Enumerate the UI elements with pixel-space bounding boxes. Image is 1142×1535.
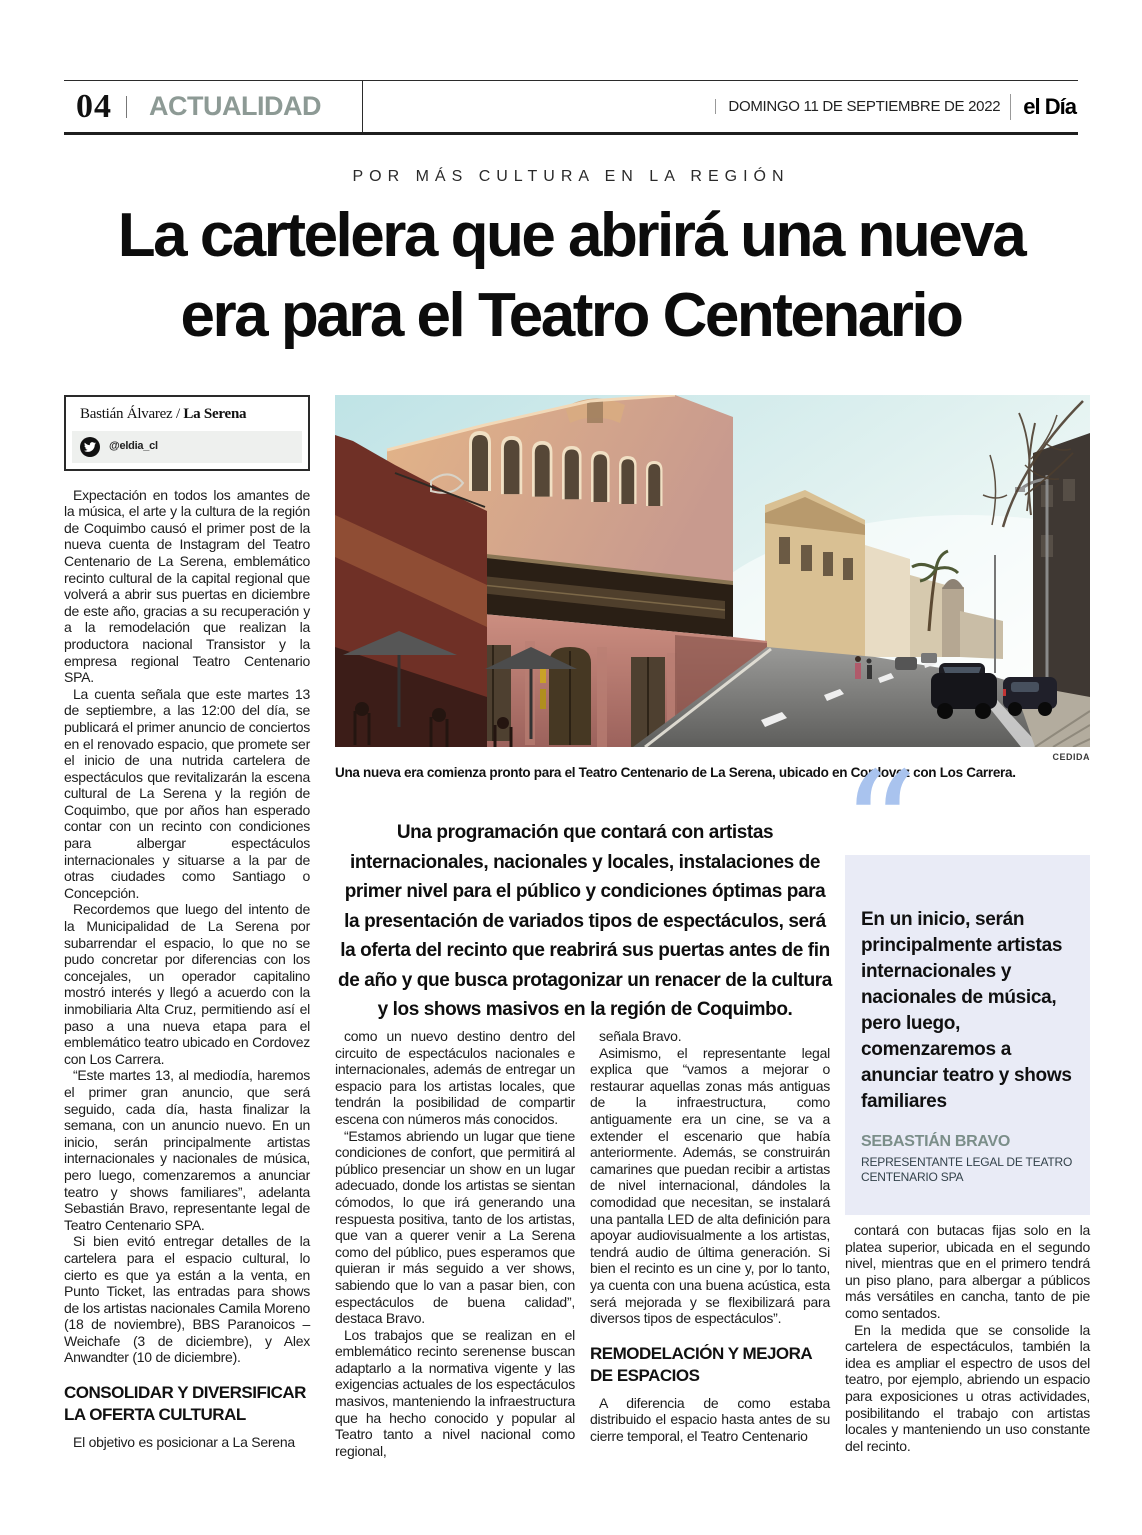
header-section-block <box>64 81 363 132</box>
body-paragraph: señala Bravo. <box>599 1028 682 1044</box>
body-paragraph: A diferencia de como estaba distribuido el espacio hasta antes de su cierre temporal, el Teatro Centenario <box>590 1394 830 1444</box>
article-column-3 <box>590 1028 830 1444</box>
headline-line-1: La cartelera que abrirá una nueva <box>117 201 1025 270</box>
header-separator <box>126 96 127 118</box>
kicker: POR MÁS CULTURA EN LA REGIÓN <box>352 168 790 185</box>
byline <box>66 397 308 431</box>
body-paragraph: Los trabajos que se realizan en el emblemático recinto serenense buscan adaptarlo a la normativa vigente y las exigencias actuales de los espectáculos masivos, manteniendo la infraestructura que ha hecho conocido y popular al Teatro tanto a nivel nacional como regional, <box>335 1326 575 1459</box>
article-column-1 <box>64 395 310 1451</box>
body-paragraph: “Este martes 13, al mediodía, haremos el primer gran anuncio, que será seguido, cada día, hasta finalizar la semana, con un anuncio nuevo. En un inicio, serán principalmente artistas internacionales y nacionales de música, pero luego, comenzaremos a anunciar teatro y shows familiares”, adelanta Sebastián Bravo, representante legal de Teatro Centenario SPA. <box>64 1067 310 1233</box>
quote-mark-icon: “ <box>841 753 918 883</box>
edition-date: DOMINGO 11 DE SEPTIEMBRE DE 2022 <box>715 99 1000 114</box>
pull-quote-attribution: SEBASTIÁN BRAVO <box>861 1133 1010 1150</box>
body-paragraph: La cuenta señala que este martes 13 de septiembre, a las 12:00 del día, se publicará el primer anuncio de conciertos en el renovado espacio, que promete ser el inicio de una nutrida cartelera de espectáculos que revitalizarán la escena cultural de La Serena y la región de Coquimbo, que por años han esperado contar con un recinto con condiciones para albergar espectáculos internacionales y situarse a la par de otras ciudades como Santiago o Concepción. <box>64 685 310 901</box>
body-paragraph: Recordemos que luego del intento de la Municipalidad de La Serena por subarrendar el espacio, lo que no se pudo concretar por diferencias con los concejales, un operador capitalino mostró interés y llegó a acuerdo con la inmobiliaria Alta Cruz, permitiendo así el paso a una nueva etapa para el emblemático teatro ubicado en Cordovez con Los Carrera. <box>64 901 310 1067</box>
article-photo <box>335 395 1090 747</box>
page-number: 04 <box>76 87 112 125</box>
byline-social-row <box>72 431 302 463</box>
body-paragraph: Si bien evitó entregar detalles de la cartelera para el espacio cultural, lo cierto es que ya están a la venta, en Punto Ticket, las entradas para shows de los artistas nacionales Camila Moreno (18 de noviembre), BBS Paranoicos – Weichafe (3 de diciembre), y Alex Anwandter (10 de diciembre). <box>64 1233 311 1366</box>
body-paragraph: contará con butacas fijas solo en la platea superior, ubicada en el segundo nivel, mientras que en el primero tendrá un piso plano, para albergar a públicos más versátiles en cancha, tanto de pie como sentados. <box>845 1222 1090 1321</box>
photo-caption: Una nueva era comienza pronto para el Teatro Centenario de La Serena, ubicado en Cordovez con Los Carrera. <box>335 765 1016 780</box>
header-bottom-rule <box>64 132 1078 135</box>
twitter-icon <box>80 437 100 457</box>
byline-twitter-handle: @eldia_cl <box>109 440 158 453</box>
byline-author: Bastián Álvarez / <box>80 406 180 422</box>
headline <box>0 196 1142 356</box>
body-paragraph: El objetivo es posicionar a La Serena <box>73 1434 295 1451</box>
section-title: ACTUALIDAD <box>149 91 321 121</box>
body-paragraph: como un nuevo destino dentro del circuito de espectáculos nacionales e internacionales, además de entregar un espacio para los artistas locales, que tendrán la posibilidad de compartir escena con números más conocidos. <box>335 1028 575 1127</box>
body-paragraph: “Estamos abriendo un lugar que tiene condiciones de confort, que permitirá al público presenciar un show en un lugar adecuado, donde los artistas se sientan cómodos, lo que irá generando una respuesta positiva, tanto de los artistas, que van a querer venir a La Serena como del público, pues esperamos que quieran ir más seguido a ver shows, sabiendo que lo van a pasar bien, con espectáculos de buena calidad”, destaca Bravo. <box>335 1127 575 1327</box>
subhead-remodelacion: REMODELACIÓN Y MEJORA DE ESPACIOS <box>590 1343 812 1385</box>
subhead-consolidar: CONSOLIDAR Y DIVERSIFICAR LA OFERTA CULTURAL <box>64 1383 306 1425</box>
photo-credit: CEDIDA <box>1052 752 1090 762</box>
street-scene-illustration <box>335 395 1090 747</box>
headline-line-2: era para el Teatro Centenario <box>180 281 962 350</box>
byline-location: La Serena <box>183 406 247 422</box>
body-paragraph: Expectación en todos los amantes de la música, el arte y la cultura de la región de Coquimbo causó el primer post de la nueva cuenta de Instagram del Teatro Centenario de La Serena, emblemático recinto cultural de la capital regional que volverá a abrir sus puertas en diciembre de este año, gracias a su recuperación y a la remodelación que realizan la productora nacional Transistor y la empresa regional Teatro Centenario SPA. <box>64 486 310 686</box>
pull-quote-role: REPRESENTANTE LEGAL DE TEATRO CENTENARIO SPA <box>861 1155 1073 1184</box>
body-paragraph: Asimismo, el representante legal explica que “vamos a mejorar o restaurar aquellas zonas más antiguas de la infraestructura, como antiguamente era un cine, se va a extender el escenario que había anteriormente. Además, se construirán camarines que puedan recibir a artistas de nivel internacional, dándoles la comodidad que necesitan, se instalará una pantalla LED de alta definición para apoyar audiovisualmente a los artistas, tendrá audio de última generación. Si bien el recinto es un cine y, por lo tanto, ya cuenta con una buena acústica, esta será mejorada y se flexibilizará para diversos tipos de espectáculos”. <box>590 1044 830 1327</box>
pull-quote-text: En un inicio, serán principalmente artistas internacionales y nacionales de música, pero luego, comenzaremos a anunciar teatro y shows familiares <box>861 909 1072 1112</box>
header-date-block <box>715 81 1076 132</box>
article-column-4 <box>845 1222 1090 1454</box>
deck-paragraph: Una programación que contará con artistas internacionales, nacionales y locales, instalaciones de primer nivel para el público y condiciones óptimas para la presentación de variados tipos de espectáculos, será la oferta del recinto que reabrirá sus puertas antes de fin de año y que busca protagonizar un renacer de la cultura y los shows masivos en la región de Coquimbo. <box>338 822 832 1020</box>
newspaper-brand: el Día <box>1010 94 1076 120</box>
byline-box <box>64 395 310 471</box>
body-paragraph: En la medida que se consolide la cartelera de espectáculos, también la idea es ampliar el espectro de usos del teatro, por ejemplo, abriendo un espacio para exposiciones u otras actividades, posibilitando el trabajo con artistas locales y manteniendo un uso constante del recinto. <box>845 1321 1090 1454</box>
article-column-2 <box>335 1028 575 1459</box>
